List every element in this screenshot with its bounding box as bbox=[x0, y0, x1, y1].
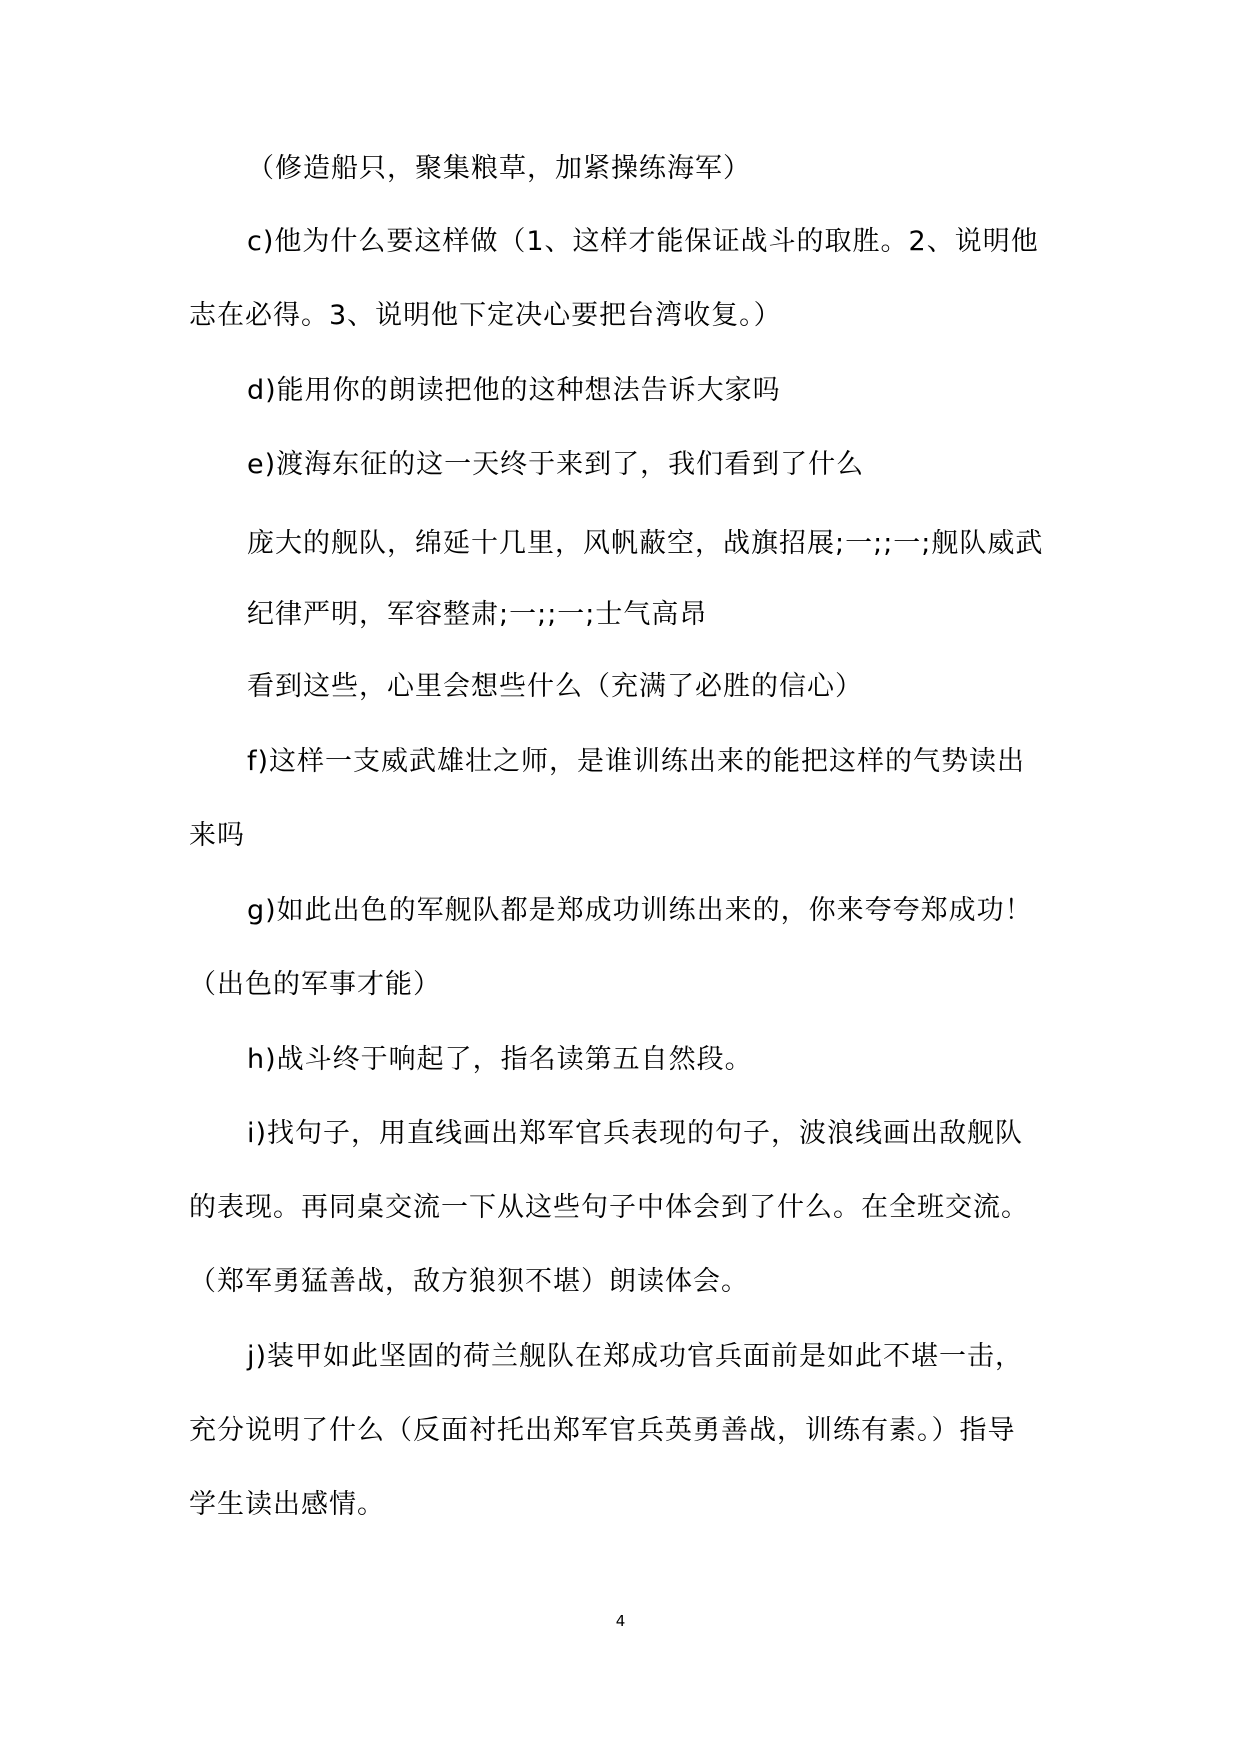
paragraph-line: （出色的军事才能） bbox=[189, 969, 441, 1000]
paragraph-line: i)找句子，用直线画出郑军官兵表现的句子，波浪线画出敌舰队 bbox=[247, 1118, 1024, 1149]
paragraph-line: h)战斗终于响起了，指名读第五自然段。 bbox=[247, 1044, 753, 1075]
paragraph-line: （郑军勇猛善战，敌方狼狈不堪）朗读体会。 bbox=[189, 1266, 749, 1297]
paragraph-line: 志在必得。3、说明他下定决心要把台湾收复。） bbox=[189, 300, 782, 331]
paragraph-line: （修造船只，聚集粮草，加紧操练海军） bbox=[247, 153, 751, 184]
paragraph-line: 充分说明了什么（反面衬托出郑军官兵英勇善战，训练有素。）指导 bbox=[189, 1415, 1016, 1446]
paragraph-line: g)如此出色的军舰队都是郑成功训练出来的，你来夸夸郑成功！ bbox=[247, 895, 1033, 926]
paragraph-line: f)这样一支威武雄壮之师，是谁训练出来的能把这样的气势读出 bbox=[247, 746, 1026, 777]
paragraph-line: e)渡海东征的这一天终于来到了，我们看到了什么 bbox=[247, 449, 865, 480]
paragraph-line: 的表现。再同桌交流一下从这些句子中体会到了什么。在全班交流。 bbox=[189, 1192, 1029, 1223]
paragraph-line: 看到这些，心里会想些什么（充满了必胜的信心） bbox=[247, 671, 863, 702]
paragraph-line: c)他为什么要这样做（1、这样才能保证战斗的取胜。2、说明他 bbox=[247, 226, 1039, 257]
paragraph-line: 纪律严明，军容整肃;一;;一;士气高昂 bbox=[247, 599, 708, 630]
paragraph-line: 来吗 bbox=[189, 820, 245, 851]
paragraph-line: 庞大的舰队，绵延十几里，风帆蔽空，战旗招展;一;;一;舰队威武 bbox=[247, 528, 1044, 559]
paragraph-line: 学生读出感情。 bbox=[189, 1489, 385, 1520]
paragraph-line: d)能用你的朗读把他的这种想法告诉大家吗 bbox=[247, 375, 781, 406]
paragraph-line: j)装甲如此坚固的荷兰舰队在郑成功官兵面前是如此不堪一击， bbox=[247, 1341, 1024, 1372]
page-number: 4 bbox=[615, 1612, 626, 1630]
